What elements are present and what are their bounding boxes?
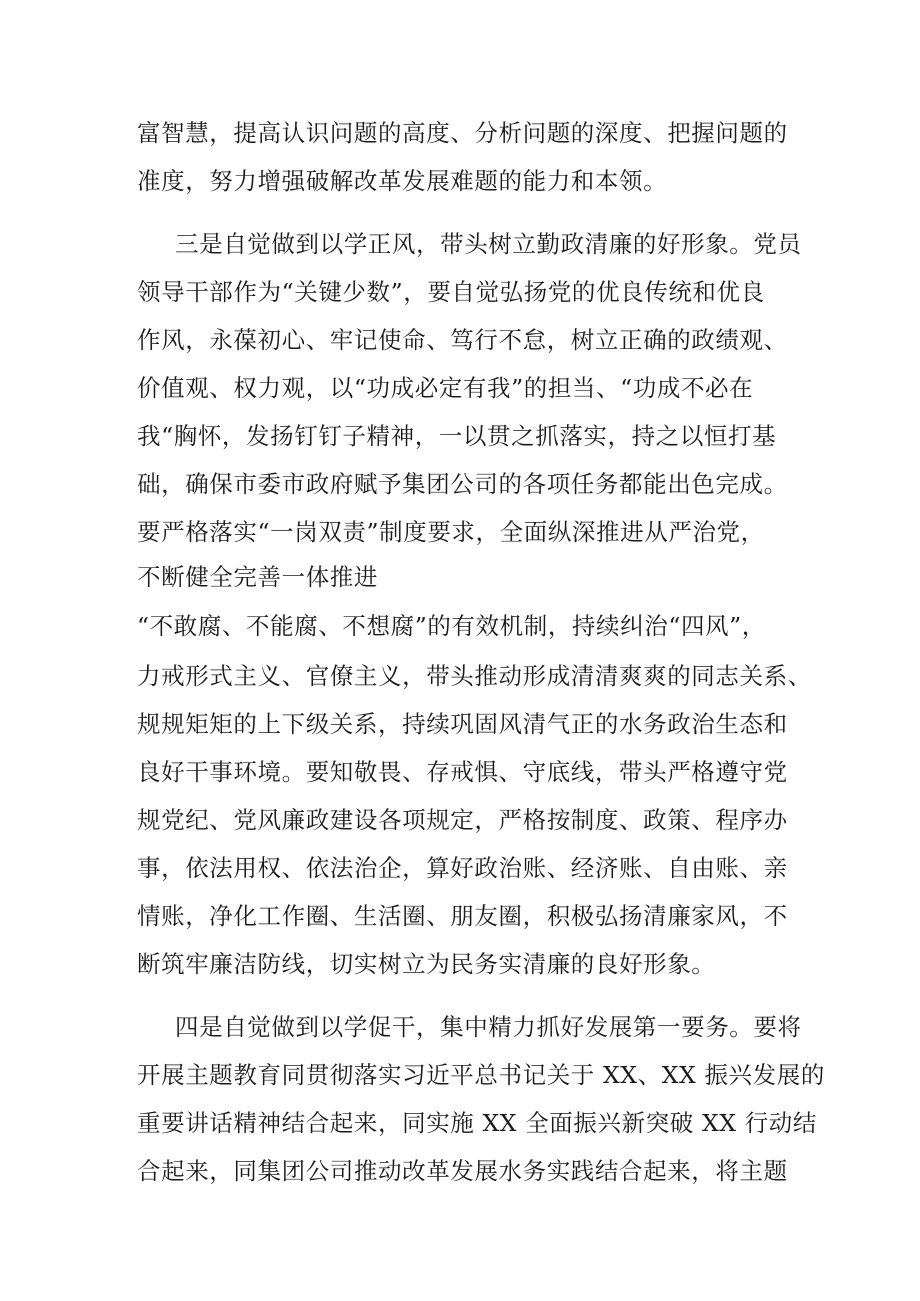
paragraph-2-line-10: 力戒形式主义、官僚主义，带头推动形成清清爽爽的同志关系、 [137,662,812,690]
paragraph-2-line-7: 要严格落实“一岗双责”制度要求，全面纵深推进从严治党， [137,518,765,546]
paragraph-1-line-1: 富智慧，提高认识问题的高度、分析问题的深度、把握问题的 [137,119,788,147]
paragraph-2-line-13: 规党纪、党风廉政建设各项规定，严格按制度、政策、程序办 [137,806,788,834]
paragraph-2-line-11: 规规矩矩的上下级关系，持续巩固风清气正的水务政治生态和 [137,710,788,738]
paragraph-3-line-3: 重要讲话精神结合起来，同实施 XX 全面振兴新突破 XX 行动结 [137,1109,817,1137]
paragraph-2-line-12: 良好干事环境。要知敬畏、存戒惧、守底线，带头严格遵守党 [137,758,788,786]
paragraph-2-line-3: 作风，永葆初心、牢记使命、笃行不怠，树立正确的政绩观、 [137,326,788,354]
paragraph-2-line-9: “不敢腐、不能腐、不想腐”的有效机制，持续纠治“四风”， [137,612,766,640]
paragraph-2-line-1: 三是自觉做到以学正风，带头树立勤政清廉的好形象。党员 [175,230,802,258]
paragraph-2-line-2: 领导干部作为“关键少数”，要自觉弘扬党的优良传统和优良 [137,278,765,306]
paragraph-3-line-2: 开展主题教育同贯彻落实习近平总书记关于 XX、XX 振兴发展的 [137,1061,825,1089]
paragraph-2-line-15: 情账，净化工作圈、生活圈、朋友圈，积极弘扬清廉家风，不 [137,902,788,930]
paragraph-2-line-6: 础，确保市委市政府赋予集团公司的各项任务都能出色完成。 [137,470,788,498]
paragraph-3-line-1: 四是自觉做到以学促干，集中精力抓好发展第一要务。要将 [175,1013,802,1041]
paragraph-1-line-2: 准度，努力增强破解改革发展难题的能力和本领。 [137,167,668,195]
paragraph-2-line-5: 我“胸怀，发扬钉钉子精神，一以贯之抓落实，持之以恒打基 [137,422,777,450]
paragraph-2-line-4: 价值观、权力观，以“功成必定有我”的担当、“功成不必在 [137,374,754,402]
paragraph-3-line-4: 合起来，同集团公司推动改革发展水务实践结合起来，将主题 [137,1157,788,1185]
paragraph-2-line-14: 事，依法用权、依法治企，算好政治账、经济账、自由账、亲 [137,854,788,882]
paragraph-2-line-8: 不断健全完善一体推进 [137,563,378,591]
paragraph-2-line-16: 断筑牢廉洁防线，切实树立为民务实清廉的良好形象。 [137,950,716,978]
